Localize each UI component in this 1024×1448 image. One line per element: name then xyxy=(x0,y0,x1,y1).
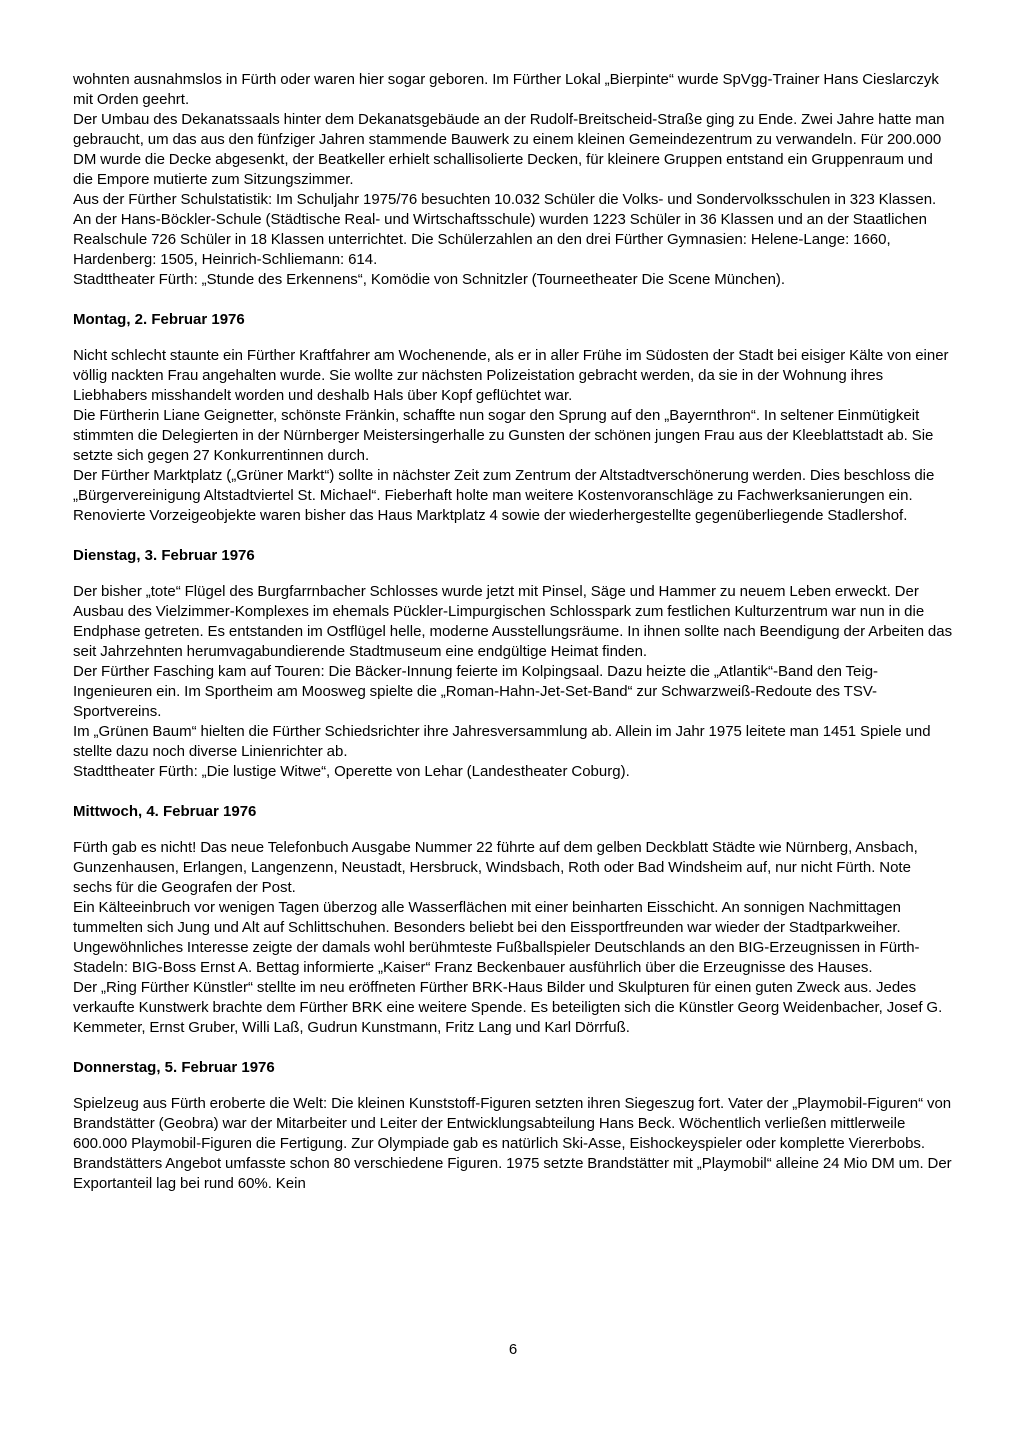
paragraph: Aus der Fürther Schulstatistik: Im Schuljahr 1975/76 besuchten 10.032 Schüler die Volks- und Sondervolksschulen in 323 Klassen. An der Hans-Böckler-Schule (Städtische Real- und Wirtschaftsschule) wurden 1223 Schüler in 36 Klassen und an der Staatlichen Realschule 726 Schüler in 18 Klassen unterrichtet. Die Schülerzahlen an den drei Fürther Gymnasien: Helene-Lange: 1660, Hardenberg: 1505, Heinrich-Schliemann: 614. xyxy=(73,191,937,268)
paragraph: Ungewöhnliches Interesse zeigte der damals wohl berühmteste Fußballspieler Deutschlands an den BIG-Erzeugnissen in Fürth-Stadeln: BIG-Boss Ernst A. Bettag informierte „Kaiser“ Franz Beckenbauer ausführlich über die Erzeugnisse des Hauses. xyxy=(73,939,920,976)
section-wednesday xyxy=(73,802,953,1038)
document-text-block xyxy=(73,70,953,1194)
paragraph: Stadttheater Fürth: „Die lustige Witwe“, Operette von Lehar (Landestheater Coburg). xyxy=(73,763,630,780)
paragraph: Die Fürtherin Liane Geignetter, schönste Fränkin, schaffte nun sogar den Sprung auf den „Bayernthron“. In seltener Einmütigkeit stimmten die Delegierten in der Nürnberger Meistersingerhalle zu Gunsten der schönen jungen Frau aus der Kleeblattstadt ab. Sie setzte sich gegen 27 Konkurrentinnen durch. xyxy=(73,407,934,464)
paragraph: Der Umbau des Dekanatssaals hinter dem Dekanatsgebäude an der Rudolf-Breitscheid-Straße ging zu Ende. Zwei Jahre hatte man gebraucht, um das aus den fünfziger Jahren stammende Bauwerk zu einem kleinen Gemeindezentrum zu verwandeln. Für 200.000 DM wurde die Decke abgesenkt, der Beatkeller erhielt schallisolierte Decken, für kleinere Gruppen entstand ein Gruppenraum und die Empore mutierte zum Sitzungszimmer. xyxy=(73,111,945,188)
section-heading: Mittwoch, 4. Februar 1976 xyxy=(73,803,257,820)
paragraph: Der bisher „tote“ Flügel des Burgfarrnbacher Schlosses wurde jetzt mit Pinsel, Säge und Hammer zu neuem Leben erweckt. Der Ausbau des Vielzimmer-Komplexes im ehemals Pückler-Limpurgischen Schlosspark zum festlichen Kulturzentrum war nun in die Endphase getreten. Es entstanden im Ostflügel helle, moderne Ausstellungsräume. In ihnen sollte nach Beendigung der Arbeiten das seit Jahrzehnten herumvagabundierende Stadtmuseum eine endgültige Heimat finden. xyxy=(73,583,953,660)
page-number: 6 xyxy=(508,1341,518,1358)
paragraph: Der Fürther Marktplatz („Grüner Markt“) sollte in nächster Zeit zum Zentrum der Altstadtverschönerung werden. Dies beschloss die „Bürgervereinigung Altstadtviertel St. Michael“. Fieberhaft holte man weitere Kostenvoranschläge zu Fachwerksanierungen ein. Renovierte Vorzeigeobjekte waren bisher das Haus Marktplatz 4 sowie der wiederhergestellte gegenüberliegende Stadlershof. xyxy=(73,467,935,524)
section-heading: Montag, 2. Februar 1976 xyxy=(73,311,245,328)
paragraph: Der Fürther Fasching kam auf Touren: Die Bäcker-Innung feierte im Kolpingsaal. Dazu heizte die „Atlantik“-Band den Teig-Ingenieuren ein. Im Sportheim am Moosweg spielte die „Roman-Hahn-Jet-Set-Band“ zur Schwarzweiß-Redoute des TSV-Sportvereins. xyxy=(73,663,879,720)
paragraph: Im „Grünen Baum“ hielten die Fürther Schiedsrichter ihre Jahresversammlung ab. Allein im Jahr 1975 leitete man 1451 Spiele und stellte dazu noch diverse Linienrichter ab. xyxy=(73,723,931,760)
section-thursday xyxy=(73,1058,953,1194)
paragraph: Der „Ring Fürther Künstler“ stellte im neu eröffneten Fürther BRK-Haus Bilder und Skulpturen für einen guten Zweck aus. Jedes verkaufte Kunstwerk brachte dem Fürther BRK eine weitere Spende. Es beteiligten sich die Künstler Georg Weidenbacher, Josef G. Kemmeter, Ernst Gruber, Willi Laß, Gudrun Kunstmann, Fritz Lang und Karl Dörrfuß. xyxy=(73,979,943,1036)
section-continuation xyxy=(73,70,953,290)
section-heading: Donnerstag, 5. Februar 1976 xyxy=(73,1059,275,1076)
paragraph: Fürth gab es nicht! Das neue Telefonbuch Ausgabe Nummer 22 führte auf dem gelben Deckblatt Städte wie Nürnberg, Ansbach, Gunzenhausen, Erlangen, Langenzenn, Neustadt, Hersbruck, Windsbach, Roth oder Bad Windsheim auf, nur nicht Fürth. Note sechs für die Geografen der Post. xyxy=(73,839,918,896)
paragraph: Nicht schlecht staunte ein Fürther Kraftfahrer am Wochenende, als er in aller Frühe im Südosten der Stadt bei eisiger Kälte von einer völlig nackten Frau angehalten wurde. Sie wollte zur nächsten Polizeistation gebracht werden, da sie in der Wohnung ihres Liebhabers misshandelt worden und deshalb Hals über Kopf geflüchtet war. xyxy=(73,347,949,404)
paragraph: wohnten ausnahmslos in Fürth oder waren hier sogar geboren. Im Fürther Lokal „Bierpinte“ wurde SpVgg-Trainer Hans Cieslarczyk mit Orden geehrt. xyxy=(73,71,939,108)
paragraph: Spielzeug aus Fürth eroberte die Welt: Die kleinen Kunststoff-Figuren setzten ihren Siegeszug fort. Vater der „Playmobil-Figuren“ von Brandstätter (Geobra) war der Mitarbeiter und Leiter der Entwicklungsabteilung Hans Beck. Wöchentlich verließen mittlerweile 600.000 Playmobil-Figuren die Fertigung. Zur Olympiade gab es natürlich Ski-Asse, Eishockeyspieler oder komplette Viererbobs. Brandstätters Angebot umfasste schon 80 verschiedene Figuren. 1975 setzte Brandstätter mit „Playmobil“ alleine 24 Mio DM um. Der Exportanteil lag bei rund 60%. Kein xyxy=(73,1095,952,1192)
section-tuesday xyxy=(73,546,953,782)
section-monday xyxy=(73,310,953,526)
paragraph: Stadttheater Fürth: „Stunde des Erkennens“, Komödie von Schnitzler (Tourneetheater Die Scene München). xyxy=(73,271,786,288)
section-heading: Dienstag, 3. Februar 1976 xyxy=(73,547,255,564)
paragraph: Ein Kälteeinbruch vor wenigen Tagen überzog alle Wasserflächen mit einer beinharten Eisschicht. An sonnigen Nachmittagen tummelten sich Jung und Alt auf Schlittschuhen. Besonders beliebt bei den Eissportfreunden war wieder der Stadtparkweiher. xyxy=(73,899,901,936)
